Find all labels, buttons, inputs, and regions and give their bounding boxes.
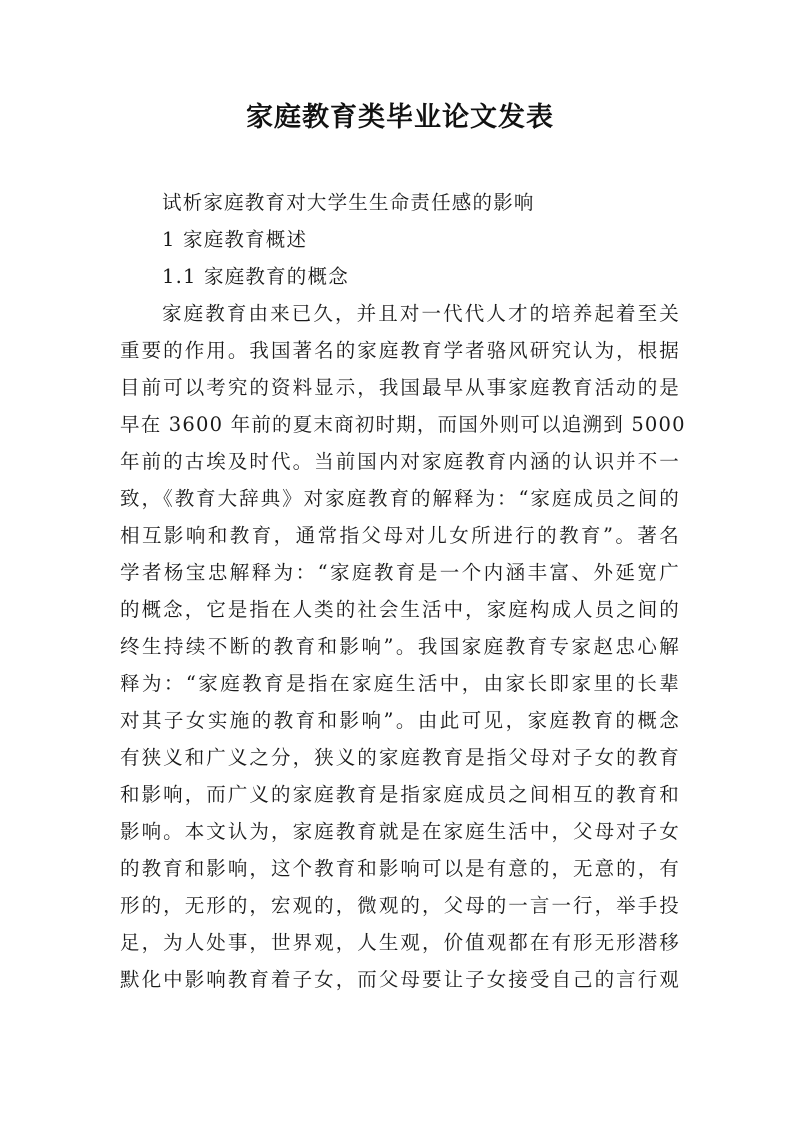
body-line: 相互影响和教育，通常指父母对儿女所进行的教育”。著名 xyxy=(120,524,680,547)
body-line: 的概念，它是指在人类的社会生活中，家庭构成人员之间的 xyxy=(120,598,680,621)
body-line: 终生持续不断的教育和影响”。我国家庭教育专家赵忠心解 xyxy=(120,635,680,658)
paper-subtitle: 试析家庭教育对大学生生命责任感的影响 xyxy=(162,191,535,214)
body-line: 年前的古埃及时代。当前国内对家庭教育内涵的认识并不一 xyxy=(120,450,680,473)
body-line: 家庭教育由来已久，并且对一代代人才的培养起着至关 xyxy=(162,302,680,325)
body-line: 形的，无形的，宏观的，微观的，父母的一言一行，举手投 xyxy=(120,894,680,917)
document-body xyxy=(120,184,686,998)
body-line: 释为：“家庭教育是指在家庭生活中，由家长即家里的长辈 xyxy=(120,672,680,695)
body-line: 重要的作用。我国著名的家庭教育学者骆风研究认为，根据 xyxy=(120,339,680,362)
body-line: 对其子女实施的教育和影响”。由此可见，家庭教育的概念 xyxy=(120,709,680,732)
body-line: 学者杨宝忠解释为：“家庭教育是一个内涵丰富、外延宽广 xyxy=(120,561,680,584)
body-line: 早在 3600 年前的夏末商初时期，而国外则可以追溯到 5000 xyxy=(120,413,686,436)
document-title: 家庭教育类毕业论文发表 xyxy=(246,102,554,133)
body-line: 足，为人处事，世界观，人生观，价值观都在有形无形潜移 xyxy=(120,931,680,954)
body-paragraph xyxy=(120,295,686,998)
body-line: 影响。本文认为，家庭教育就是在家庭生活中，父母对子女 xyxy=(120,820,680,843)
body-line: 致，《教育大辞典》对家庭教育的解释为：“家庭成员之间的 xyxy=(120,487,680,510)
body-line: 有狭义和广义之分，狭义的家庭教育是指父母对子女的教育 xyxy=(120,746,680,769)
body-line: 和影响，而广义的家庭教育是指家庭成员之间相互的教育和 xyxy=(120,783,680,806)
body-line: 目前可以考究的资料显示，我国最早从事家庭教育活动的是 xyxy=(120,376,680,399)
body-line: 的教育和影响，这个教育和影响可以是有意的，无意的，有 xyxy=(120,857,680,880)
section-heading: 1 家庭教育概述 xyxy=(162,228,308,251)
subsection-heading: 1.1 家庭教育的概念 xyxy=(162,265,349,288)
body-line: 默化中影响教育着子女，而父母要让子女接受自己的言行观 xyxy=(120,968,680,991)
